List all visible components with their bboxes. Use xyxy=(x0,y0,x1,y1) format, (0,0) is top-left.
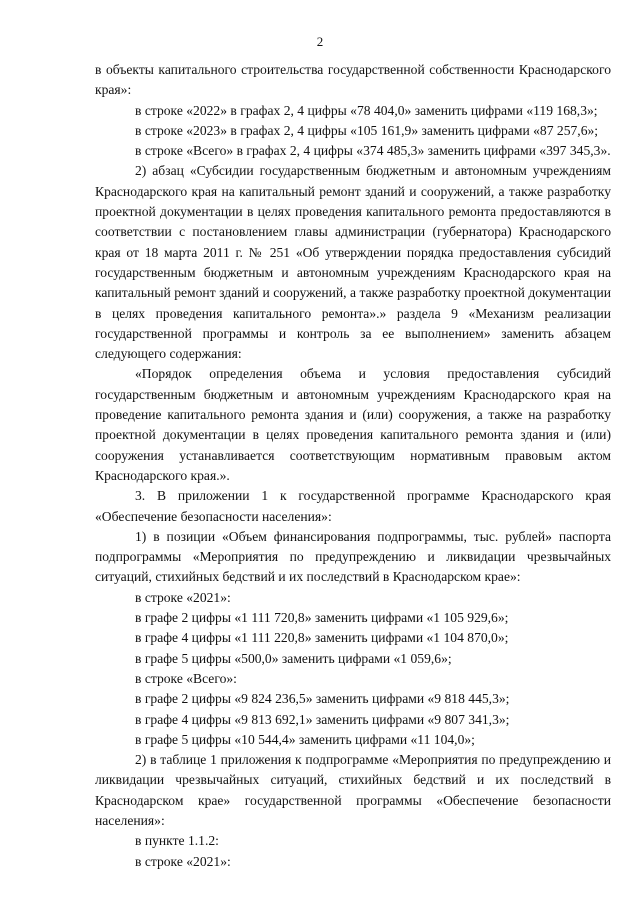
paragraph: в графе 2 цифры «9 824 236,5» заменить цифрами «9 818 445,3»; xyxy=(135,691,510,707)
paragraph: в графе 5 цифры «10 544,4» заменить цифрами «11 104,0»; xyxy=(135,731,475,747)
paragraph: 2) абзац «Субсидии государственным бюджетным и автономным учреждениям Краснодарского края на капитальный ремонт зданий и сооружений, а также разработку проектной документации в целях проведения капитального ремонта предоставляются в соответствии с постановлением главы администрации (губернатора) Краснодарского края от 18 марта 2011 г. № 251 «Об утверждении порядка предоставления субсидий государственным бюджетным и автономным учреждениям Краснодарского края на капитальный ремонт зданий и сооружений, а также разработку проектной документации в целях проведения капитального ремонта».» раздела 9 «Механизм реализации государственной программы и контроль за ее выполнением» заменить абзацем следующего содержания: xyxy=(95,163,611,362)
paragraph: в строке «2021»: xyxy=(135,589,231,605)
paragraph: «Порядок определения объема и условия предоставления субсидий государственным бюджетным и автономным учреждениям Краснодарского края на проведение капитального ремонта здания и (или) сооружения, а также на разработку проектной документации в целях проведения капитального ремонта здания и (или) сооружения устанавливается соответствующим нормативным правовым актом Краснодарского края.». xyxy=(95,366,611,483)
paragraph: 3. В приложении 1 к государственной программе Краснодарского края «Обеспечение безопасности населения»: xyxy=(95,488,611,524)
document-body xyxy=(95,60,611,872)
paragraph: в графе 4 цифры «9 813 692,1» заменить цифрами «9 807 341,3»; xyxy=(135,711,510,727)
page-number: 2 xyxy=(316,34,324,49)
paragraph: в строке «2021»: xyxy=(135,853,231,869)
paragraph: в графе 2 цифры «1 111 720,8» заменить цифрами «1 105 929,6»; xyxy=(135,610,509,626)
paragraph: в пункте 1.1.2: xyxy=(135,833,219,849)
paragraph: в объекты капитального строительства государственной собственности Краснодарского края»: xyxy=(95,62,611,98)
paragraph: в строке «2022» в графах 2, 4 цифры «78 404,0» заменить цифрами «119 168,3»; xyxy=(135,102,598,118)
paragraph: в графе 4 цифры «1 111 220,8» заменить цифрами «1 104 870,0»; xyxy=(135,630,509,646)
paragraph: в строке «Всего»: xyxy=(135,670,237,686)
paragraph: в строке «2023» в графах 2, 4 цифры «105 161,9» заменить цифрами «87 257,6»; xyxy=(135,122,599,138)
paragraph: в графе 5 цифры «500,0» заменить цифрами «1 059,6»; xyxy=(135,650,452,666)
paragraph: 1) в позиции «Объем финансирования подпрограммы, тыс. рублей» паспорта подпрограммы «Мероприятия по предупреждению и ликвидации чрезвычайных ситуаций, стихийных бедствий и их последствий в Краснодарском крае»: xyxy=(95,528,611,585)
paragraph: в строке «Всего» в графах 2, 4 цифры «374 485,3» заменить цифрами «397 345,3». xyxy=(135,143,611,159)
paragraph: 2) в таблице 1 приложения к подпрограмме «Мероприятия по предупреждению и ликвидации чрезвычайных ситуаций, стихийных бедствий и их последствий в Краснодарском крае» государственной программы «Обеспечение безопасности населения»: xyxy=(95,752,611,828)
